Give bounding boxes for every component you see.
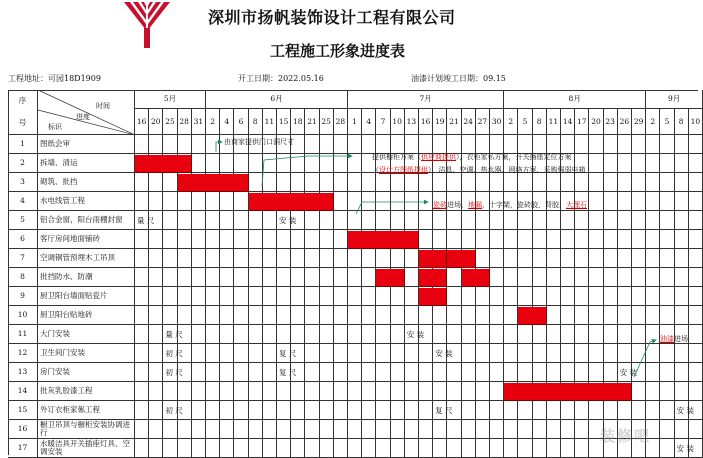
spec-a-red-text: 供应商提供 (421, 153, 456, 161)
row-number: 7 (8, 249, 38, 268)
month-header: 7月 (348, 90, 504, 109)
phase-label: 复 尺 (279, 368, 297, 377)
door-size-note: 由商家提供门口洞尺寸 (224, 138, 294, 146)
paint-completion-date: 油漆计划竣工日期：09.15 (411, 74, 506, 83)
row-number: 11 (8, 325, 38, 344)
phase-label: 初 尺 (165, 349, 183, 358)
day-header: 29 (632, 109, 646, 135)
task-name: 铝合金窗，阳台雨棚封窗 (38, 211, 135, 230)
day-header: 24 (462, 109, 476, 135)
day-header: 2 (646, 109, 660, 135)
paint-red-text: 油漆 (660, 335, 674, 343)
phase-label: 初 尺 (165, 368, 183, 377)
mat-2-text: ，十字架，瓷砖胶，背胶， (482, 201, 566, 209)
day-header: 4 (362, 109, 376, 135)
day-header: 15 (277, 109, 291, 135)
day-header: 27 (476, 109, 490, 135)
month-header: 8月 (504, 90, 646, 109)
phase-label: 安 装 (619, 368, 638, 377)
day-header: 28 (334, 109, 348, 135)
day-header: 17 (575, 109, 589, 135)
day-header: 8 (675, 109, 689, 135)
company-logo (122, 2, 172, 48)
mat-red1-text: 瓷砖 (433, 201, 447, 209)
task-name: 房门安装 (38, 363, 135, 382)
row-number: 4 (8, 192, 38, 211)
row-number: 16 (8, 420, 38, 439)
day-header: 28 (178, 109, 192, 135)
day-header: 25 (320, 109, 334, 135)
phase-label: 安 装 (279, 216, 297, 225)
day-header: 20 (149, 109, 163, 135)
diag-item-label: 标识 (48, 123, 62, 131)
spec-a-end-text: ），衣柜家私方案，开关插座定位方案 (456, 153, 572, 161)
project-address: 工程地址：可园18D1909 (8, 74, 101, 83)
task-name: 水暖洁具开关插座灯具、空调安装 (38, 439, 135, 458)
paint-end-text: 进场 (674, 335, 688, 343)
day-header: 5 (660, 109, 674, 135)
phase-label: 复 尺 (435, 406, 453, 415)
spec-b-red-text: 设计方图纸提供 (379, 166, 428, 174)
day-header: 19 (433, 109, 447, 135)
day-header: 8 (533, 109, 547, 135)
row-number: 15 (8, 401, 38, 420)
spec-b-end-text: ），洁具、空调、热水器、网络方案、采购强弱电箱 (428, 166, 586, 174)
row-number: 3 (8, 173, 38, 192)
day-header: 21 (447, 109, 461, 135)
month-header: 5月 (135, 90, 206, 109)
phase-label: 量 尺 (137, 216, 155, 225)
day-header: 23 (604, 109, 618, 135)
day-header: 11 (547, 109, 561, 135)
task-name: 批灰乳胶漆工程 (38, 382, 135, 401)
row-number: 2 (8, 154, 38, 173)
day-header: 13 (405, 109, 419, 135)
phase-label: 复 尺 (279, 349, 297, 358)
row-number: 12 (8, 344, 38, 363)
diag-time-label: 时间 (96, 102, 110, 110)
task-name: 批挡防水、防潮 (38, 268, 135, 287)
task-name: 客厅房间地面铺砖 (38, 230, 135, 249)
task-name: 空调铜管预埋木工吊顶 (38, 249, 135, 268)
spec-a-text: 提供橱柜方案（ (372, 153, 421, 161)
task-name: 橱卫吊顶与橱柜安装协调进行 (38, 420, 135, 439)
task-name: 图纸会审 (38, 135, 135, 154)
page-title: 工程施工形象进度表 (270, 42, 406, 60)
day-header: 31 (192, 109, 206, 135)
day-header: 10 (391, 109, 405, 135)
mat-red2-text: 地漏 (468, 201, 482, 209)
row-number: 8 (8, 268, 38, 287)
phase-label: 初 尺 (165, 406, 183, 415)
row-number: 9 (8, 287, 38, 306)
phase-label: 安 装 (676, 406, 694, 415)
row-number: 13 (8, 363, 38, 382)
phase-label: 安 装 (435, 349, 453, 358)
day-header: 2 (206, 109, 220, 135)
day-header: 26 (618, 109, 632, 135)
month-header: 6月 (206, 90, 348, 109)
spec-b-open-text: （ (372, 166, 379, 174)
phase-label: 安 装 (676, 444, 694, 453)
note-arrows (8, 90, 698, 455)
diag-progress-label: 进度 (76, 113, 90, 121)
task-name: 砌筑、批挡 (38, 173, 135, 192)
mat-1-text: 进场， (447, 201, 468, 209)
row-number: 1 (8, 135, 38, 154)
day-header: 21 (305, 109, 319, 135)
month-header: 9月 (646, 90, 703, 109)
task-name: 大门安装 (38, 325, 135, 344)
seq-header-char1: 序 (18, 96, 27, 106)
schedule-table (8, 90, 701, 456)
day-header: 7 (376, 109, 390, 135)
day-header: 16 (419, 109, 433, 135)
day-header: 18 (291, 109, 305, 135)
start-date: 开工日期：2022.05.16 (238, 74, 324, 83)
row-number: 14 (8, 382, 38, 401)
row-number: 10 (8, 306, 38, 325)
day-header: 5 (518, 109, 532, 135)
mat-red3-text: 大理石 (566, 201, 587, 209)
row-number: 6 (8, 230, 38, 249)
day-header: 1 (348, 109, 362, 135)
watermark: 装修吧 (600, 427, 652, 445)
day-header: 30 (490, 109, 504, 135)
task-name: 拆墙、清运 (38, 154, 135, 173)
day-header: 2 (504, 109, 518, 135)
day-header: 10 (689, 109, 703, 135)
day-header: 8 (249, 109, 263, 135)
task-name: 厨卫阳台贴地砖 (38, 306, 135, 325)
task-name: 水电线管工程 (38, 192, 135, 211)
day-header: 16 (135, 109, 149, 135)
task-name: 厨卫阳台墙面贴瓷片 (38, 287, 135, 306)
day-header: 6 (234, 109, 248, 135)
company-name: 深圳市扬帆装饰设计工程有限公司 (208, 8, 456, 27)
day-header: 25 (163, 109, 177, 135)
row-number: 17 (8, 439, 38, 458)
day-header: 14 (561, 109, 575, 135)
row-number: 5 (8, 211, 38, 230)
day-header: 4 (220, 109, 234, 135)
day-header: 11 (263, 109, 277, 135)
task-name: 外订衣柜家俬工程 (38, 401, 135, 420)
phase-label: 安 装 (406, 330, 425, 339)
day-header: 20 (589, 109, 603, 135)
task-name: 卫生间门安装 (38, 344, 135, 363)
phase-label: 量 尺 (165, 330, 183, 339)
seq-header-char2: 号 (18, 118, 27, 127)
